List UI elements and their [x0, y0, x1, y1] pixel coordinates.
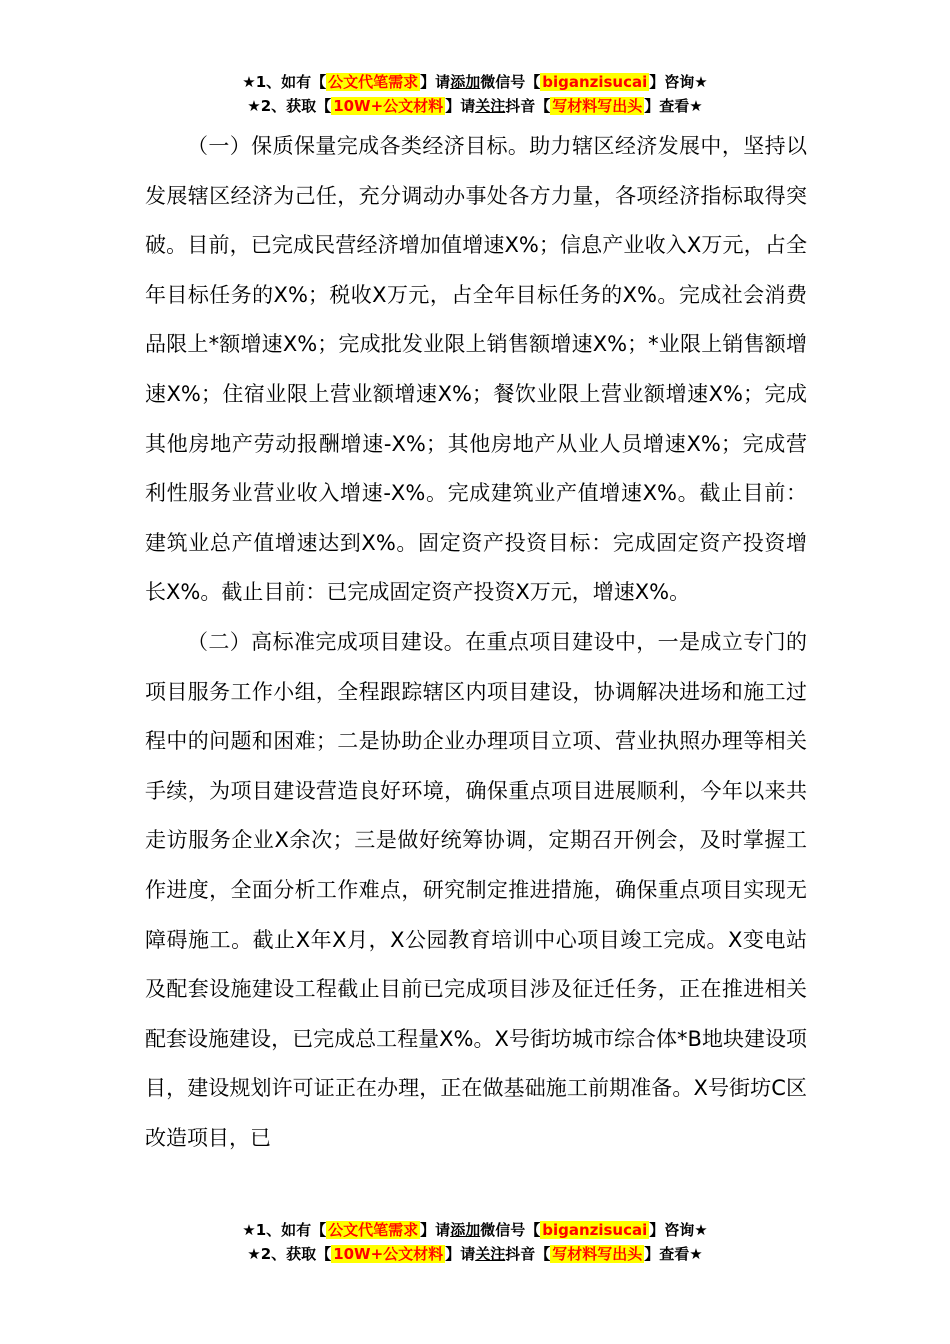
- banner-highlight: biganzisucai: [542, 73, 648, 91]
- banner-highlight: biganzisucai: [542, 1221, 648, 1239]
- banner-underline: 添加: [450, 73, 481, 91]
- banner-text: 抖音【: [505, 1245, 551, 1263]
- paragraph-project-construction: （二）高标准完成项目建设。在重点项目建设中，一是成立专门的项目服务工作小组，全程跟踪辖区内项目建设，协调解决进场和施工过程中的问题和困难；二是协助企业办理项目立项、营业执照办理等相关手续，为项目建设营造良好环境，确保重点项目进展顺利，今年以来共走访服务企业X余次；三是做好统筹协调，定期召开例会，及时掌握工作进度，全面分析工作难点，研究制定推进措施，确保重点项目实现无障碍施工。截止X年X月，X公园教育培训中心项目竣工完成。X变电站及配套设施建设工程截止目前已完成项目涉及征迁任务，正在推进相关配套设施建设，已完成总工程量X%。X号街坊城市综合体*B地块建设项目，建设规划许可证正在办理，正在做基础施工前期准备。X号街坊C区改造项目，已: [145, 629, 807, 1150]
- header-banner: [0, 70, 950, 118]
- banner-text: ★1、如有【: [242, 73, 327, 91]
- document-body: [145, 122, 807, 1163]
- banner-line-2: [0, 1242, 950, 1266]
- banner-text: 】查看★: [644, 1245, 703, 1263]
- banner-highlight: 10W+公文材料: [333, 1245, 444, 1263]
- banner-text: ★2、获取【: [247, 1245, 332, 1263]
- banner-underline: 关注: [475, 97, 506, 115]
- banner-text: 】查看★: [644, 97, 703, 115]
- banner-text: ★1、如有【: [242, 1221, 327, 1239]
- banner-underline: 关注: [475, 1245, 506, 1263]
- banner-text: 】请: [445, 97, 476, 115]
- banner-highlight: 写材料写出头: [552, 97, 643, 115]
- banner-highlight: 写材料写出头: [552, 1245, 643, 1263]
- banner-line-1: [0, 1218, 950, 1242]
- footer-banner: [0, 1218, 950, 1266]
- banner-text: 】请: [420, 1221, 451, 1239]
- banner-text: 】咨询★: [649, 73, 708, 91]
- banner-text: 抖音【: [505, 97, 551, 115]
- banner-text: 】请: [445, 1245, 476, 1263]
- paragraph-economic-targets: （一）保质保量完成各类经济目标。助力辖区经济发展中，坚持以发展辖区经济为己任，充分调动办事处各方力量，各项经济指标取得突破。目前，已完成民营经济增加值增速X%；信息产业收入X万元，占全年目标任务的X%；税收X万元，占全年目标任务的X%。完成社会消费品限上*额增速X%；完成批发业限上销售额增速X%；*业限上销售额增速X%；住宿业限上营业额增速X%；餐饮业限上营业额增速X%；完成其他房地产劳动报酬增速-X%；其他房地产从业人员增速X%；完成营利性服务业营业收入增速-X%。完成建筑业产值增速X%。截止目前：建筑业总产值增速达到X%。固定资产投资目标：完成固定资产投资增长X%。截止目前：已完成固定资产投资X万元，增速X%。: [145, 134, 807, 605]
- banner-text: 微信号【: [480, 1221, 541, 1239]
- banner-text: ★2、获取【: [247, 97, 332, 115]
- banner-line-1: [0, 70, 950, 94]
- banner-highlight: 公文代笔需求: [328, 73, 419, 91]
- banner-highlight: 10W+公文材料: [333, 97, 444, 115]
- banner-text: 】请: [420, 73, 451, 91]
- banner-line-2: [0, 94, 950, 118]
- banner-underline: 添加: [450, 1221, 481, 1239]
- banner-text: 】咨询★: [649, 1221, 708, 1239]
- banner-highlight: 公文代笔需求: [328, 1221, 419, 1239]
- banner-text: 微信号【: [480, 73, 541, 91]
